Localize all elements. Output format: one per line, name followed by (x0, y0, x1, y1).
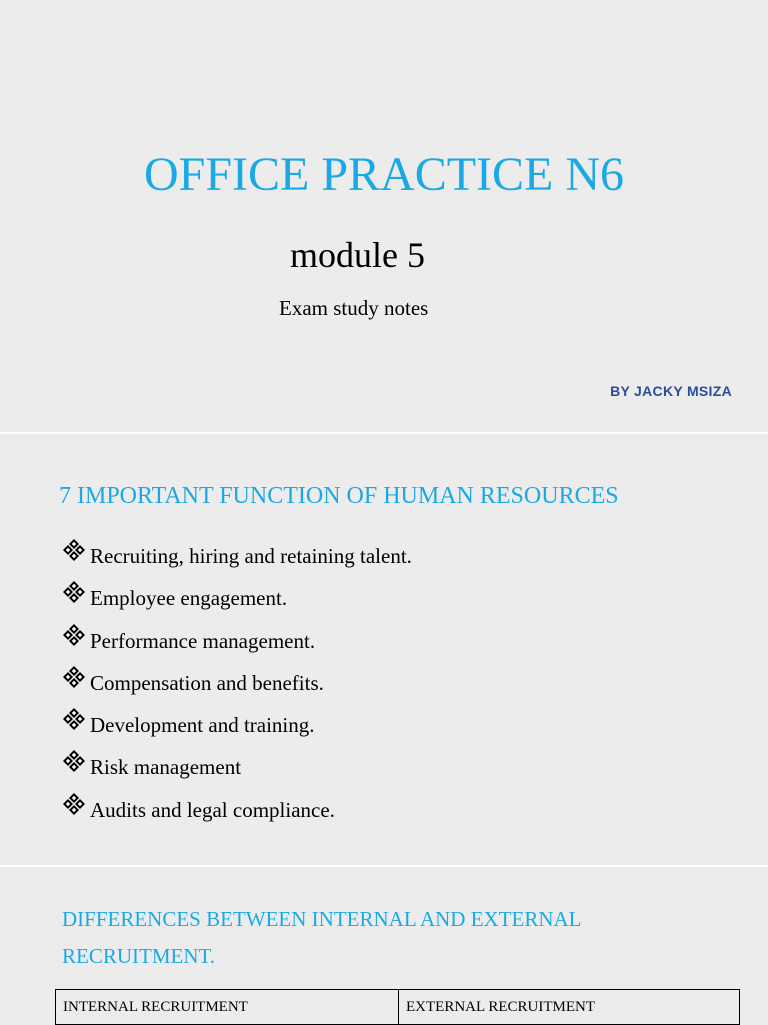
page-hr-functions (0, 434, 768, 865)
list-item: Risk management (60, 755, 412, 797)
four-diamond-bullet-icon (60, 538, 90, 564)
table-header-internal: INTERNAL RECRUITMENT (56, 990, 399, 1025)
list-item: Audits and legal compliance. (60, 798, 412, 840)
module-subtitle: module 5 (290, 235, 425, 275)
page-cover (0, 0, 768, 432)
table-header-row (56, 990, 740, 1025)
list-item: Development and training. (60, 713, 412, 755)
list-item: Employee engagement. (60, 586, 412, 628)
table-header-external: EXTERNAL RECRUITMENT (399, 990, 740, 1025)
list-item: Performance management. (60, 629, 412, 671)
comparison-table (55, 989, 740, 1025)
four-diamond-bullet-icon (60, 623, 90, 649)
four-diamond-bullet-icon (60, 707, 90, 733)
functions-list (60, 544, 412, 840)
four-diamond-bullet-icon (60, 580, 90, 606)
section-heading: 7 IMPORTANT FUNCTION OF HUMAN RESOURCES (59, 483, 619, 509)
four-diamond-bullet-icon (60, 792, 90, 818)
list-item: Recruiting, hiring and retaining talent. (60, 544, 412, 586)
section-heading: DIFFERENCES BETWEEN INTERNAL AND EXTERNAL RECRUITMENT. (62, 907, 581, 968)
tagline: Exam study notes (279, 296, 429, 320)
list-item: Compensation and benefits. (60, 671, 412, 713)
page-recruitment (0, 867, 768, 1024)
four-diamond-bullet-icon (60, 665, 90, 691)
author-credit: BY JACKY MSIZA (610, 383, 732, 399)
document-title: OFFICE PRACTICE N6 (143, 148, 625, 201)
four-diamond-bullet-icon (60, 749, 90, 775)
